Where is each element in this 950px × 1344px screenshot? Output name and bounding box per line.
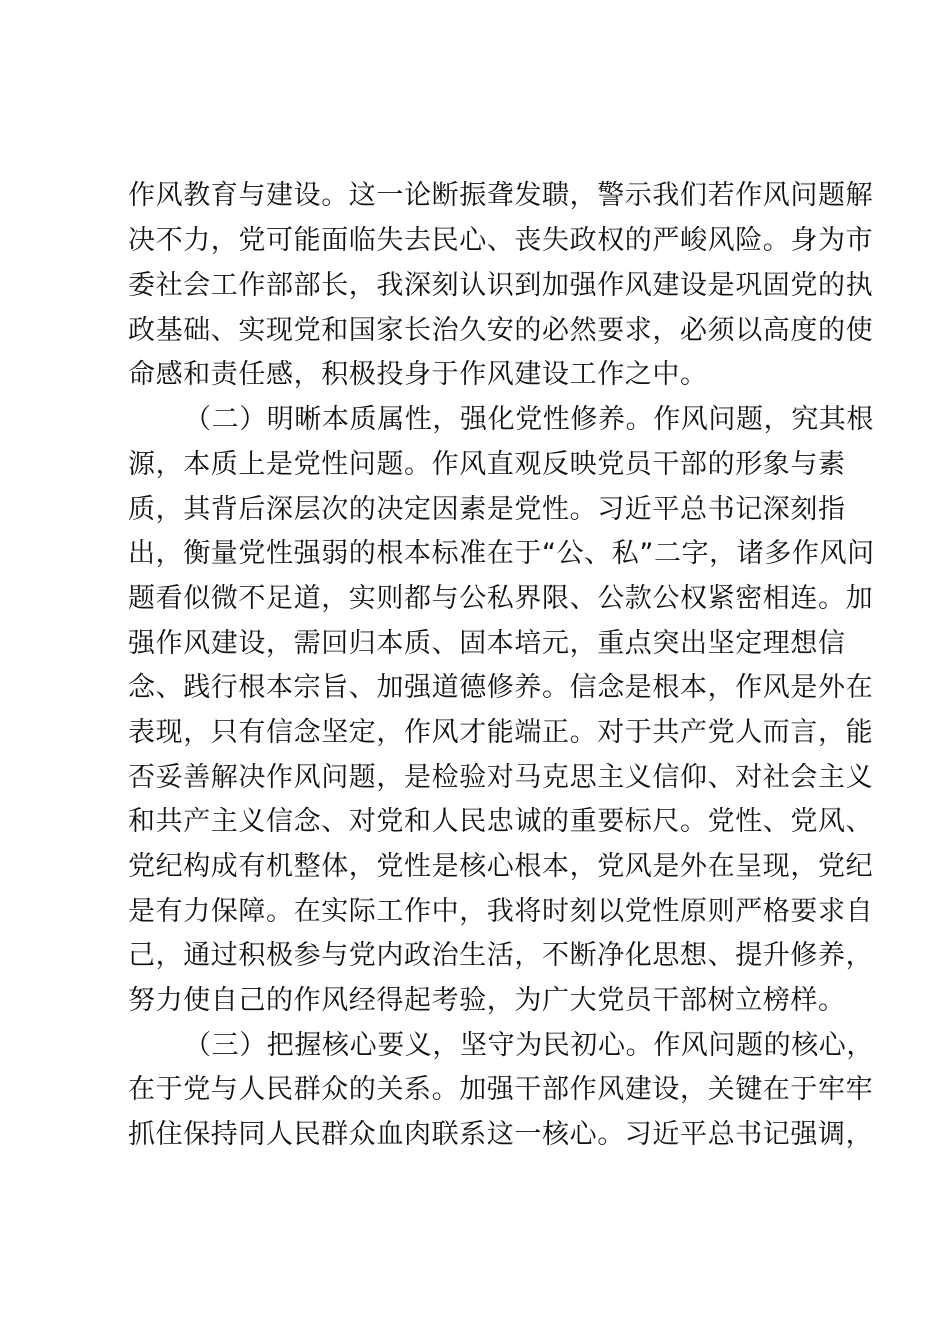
text-line: 决不力，党可能面临失去民心、丧失政权的严峻风险。身为市 — [128, 225, 874, 256]
text-line: 题看似微不足道，实则都与公私界限、公款公权紧密相连。加 — [128, 583, 874, 614]
text-line: 是有力保障。在实际工作中，我将时刻以党性原则严格要求自 — [128, 896, 874, 927]
text-line: 源，本质上是党性问题。作风直观反映党员干部的形象与素 — [128, 449, 846, 480]
text-line: 政基础、实现党和国家长治久安的必然要求，必须以高度的使 — [128, 315, 874, 346]
text-line: 强作风建设，需回归本质、固本培元，重点突出坚定理想信 — [128, 628, 846, 659]
text-line: 党纪构成有机整体，党性是核心根本，党风是外在呈现，党纪 — [128, 851, 874, 882]
text-line: 在于党与人民群众的关系。加强干部作风建设，关键在于牢牢 — [128, 1074, 874, 1105]
section-heading-line: （二）明晰本质属性，强化党性修养。作风问题，究其根 — [184, 404, 874, 435]
text-line: 抓住保持同人民群众血肉联系这一核心。习近平总书记强调， — [128, 1119, 874, 1150]
text-line: 表现，只有信念坚定，作风才能端正。对于共产党人而言，能 — [128, 717, 874, 748]
text-line: 命感和责任感，积极投身于作风建设工作之中。 — [128, 359, 708, 390]
text-line: 和共产主义信念、对党和人民忠诚的重要标尺。党性、党风、 — [128, 806, 874, 837]
text-line: 努力使自己的作风经得起考验，为广大党员干部树立榜样。 — [128, 985, 846, 1016]
section-heading-line: （三）把握核心要义，坚守为民初心。作风问题的核心， — [184, 1030, 874, 1061]
text-line: 己，通过积极参与党内政治生活，不断净化思想、提升修养， — [128, 940, 874, 971]
text-line: 念、践行根本宗旨、加强道德修养。信念是根本，作风是外在 — [128, 672, 874, 703]
text-line: 出，衡量党性强弱的根本标准在于“公、私”二字，诸多作风问 — [128, 538, 875, 569]
text-line: 否妥善解决作风问题，是检验对马克思主义信仰、对社会主义 — [128, 762, 874, 793]
text-line: 委社会工作部部长，我深刻认识到加强作风建设是巩固党的执 — [128, 270, 874, 301]
text-line: 质，其背后深层次的决定因素是党性。习近平总书记深刻指 — [128, 494, 846, 525]
text-line: 作风教育与建设。这一论断振聋发聩，警示我们若作风问题解 — [128, 180, 874, 211]
